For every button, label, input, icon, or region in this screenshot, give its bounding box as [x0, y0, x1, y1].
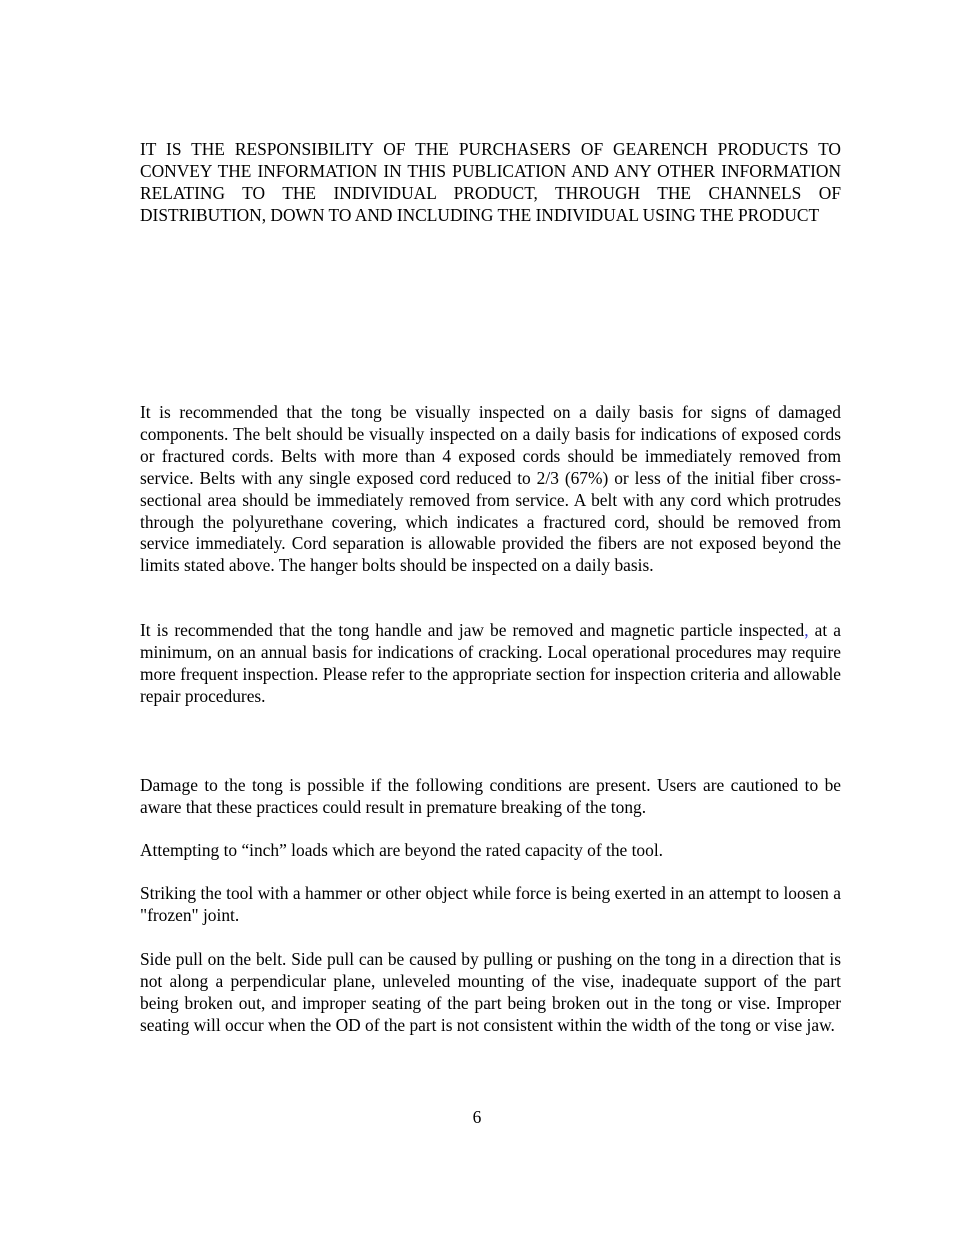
annual-inspection-linked-comma[interactable]: ,: [804, 620, 809, 640]
responsibility-notice: IT IS THE RESPONSIBILITY OF THE PURCHASERS OF GEARENCH PRODUCTS TO CONVEY THE INFORMATION IN THIS PUBLICATION AND ANY OTHER INFORMATION RELATING TO THE INDIVIDUAL PRODUCT, THROUGH THE CHANNELS OF DISTRIBUTION, DOWN TO AND INCLUDING THE INDIVIDUAL USING THE PRODUCT: [140, 139, 841, 225]
side-pull-paragraph: Side pull on the belt. Side pull can be caused by pulling or pushing on the tong in a direction that is not along a perpendicular plane, unleveled mounting of the vise, inadequate support of the part being broken out, and improper seating of the part being broken out in the tong or vise. Improper seating will occur when the OD of the part is not consistent within the width of the tong or vise jaw.: [140, 949, 841, 1035]
striking-paragraph: Striking the tool with a hammer or other object while force is being exerted in an attempt to loosen a "frozen" joint.: [140, 883, 841, 925]
annual-inspection-text-start: It is recommended that the tong handle and jaw be removed and magnetic particle inspected: [140, 620, 805, 640]
annual-inspection-paragraph: [140, 620, 841, 708]
annual-inspection-text-end: at a minimum, on an annual basis for indications of cracking. Local operational procedures may require more frequent inspection. Please refer to the appropriate section for inspection criteria and allowable repair procedures.: [140, 620, 841, 706]
damage-intro-paragraph: Damage to the tong is possible if the following conditions are present. Users are cautioned to be aware that these practices could result in premature breaking of the tong.: [140, 775, 841, 817]
page-number: 6: [472, 1107, 482, 1127]
daily-inspection-paragraph: It is recommended that the tong be visually inspected on a daily basis for signs of damaged components. The belt should be visually inspected on a daily basis for indications of exposed cords or fractured cords. Belts with more than 4 exposed cords should be immediately removed from service. Belts with any single exposed cord reduced to 2/3 (67%) or less of the initial fiber cross-sectional area should be immediately removed from service. A belt with any cord which protrudes through the polyurethane covering, which indicates a fractured cord, should be removed from service immediately. Cord separation is allowable provided the fibers are not exposed beyond the limits stated above. The hanger bolts should be inspected on a daily basis.: [140, 402, 841, 576]
inch-loads-paragraph: Attempting to “inch” loads which are beyond the rated capacity of the tool.: [140, 840, 663, 860]
